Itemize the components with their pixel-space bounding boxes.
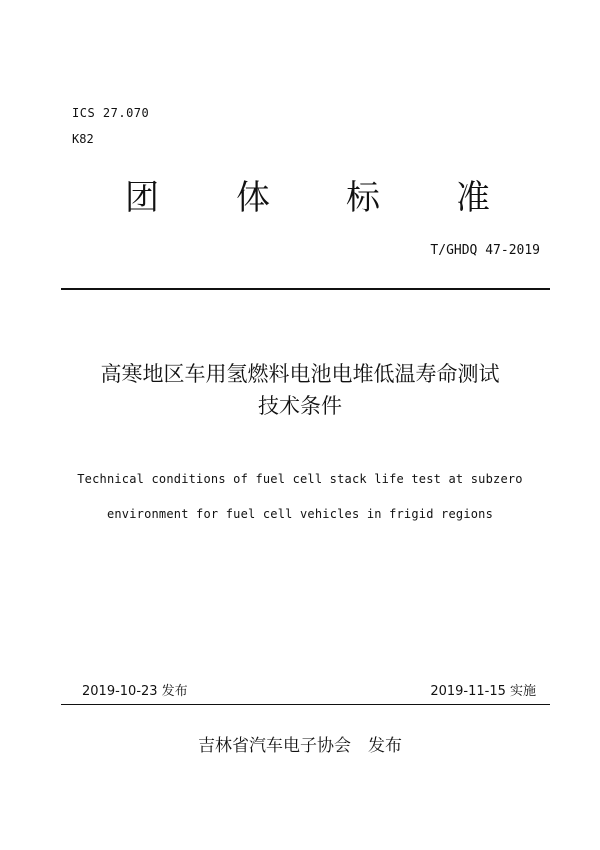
ics-code: ICS 27.070 [72, 106, 150, 120]
bottom-divider [61, 704, 550, 705]
standard-type-char: 团 [125, 178, 159, 218]
standard-type-char: 准 [456, 178, 490, 218]
title-chinese [0, 358, 600, 422]
title-english-line1: Technical conditions of fuel cell stack life test at subzero [77, 472, 523, 486]
title-chinese-line1: 高寒地区车用氢燃料电池电堆低温寿命测试 [100, 362, 500, 386]
publisher: 吉林省汽车电子协会 发布 [198, 736, 402, 756]
ccs-code: K82 [72, 132, 94, 146]
standard-type-heading [0, 178, 600, 218]
implementation-date: 2019-11-15 实施 [430, 684, 536, 699]
top-divider [61, 288, 550, 290]
title-english-line2: environment for fuel cell vehicles in frigid regions [106, 507, 494, 521]
standard-number: T/GHDQ 47-2019 [430, 243, 540, 258]
standard-type-char: 标 [346, 178, 380, 218]
issue-date: 2019-10-23 发布 [82, 684, 188, 699]
title-chinese-line2: 技术条件 [258, 394, 342, 418]
standard-type-char: 体 [236, 178, 270, 218]
title-english [0, 462, 600, 532]
